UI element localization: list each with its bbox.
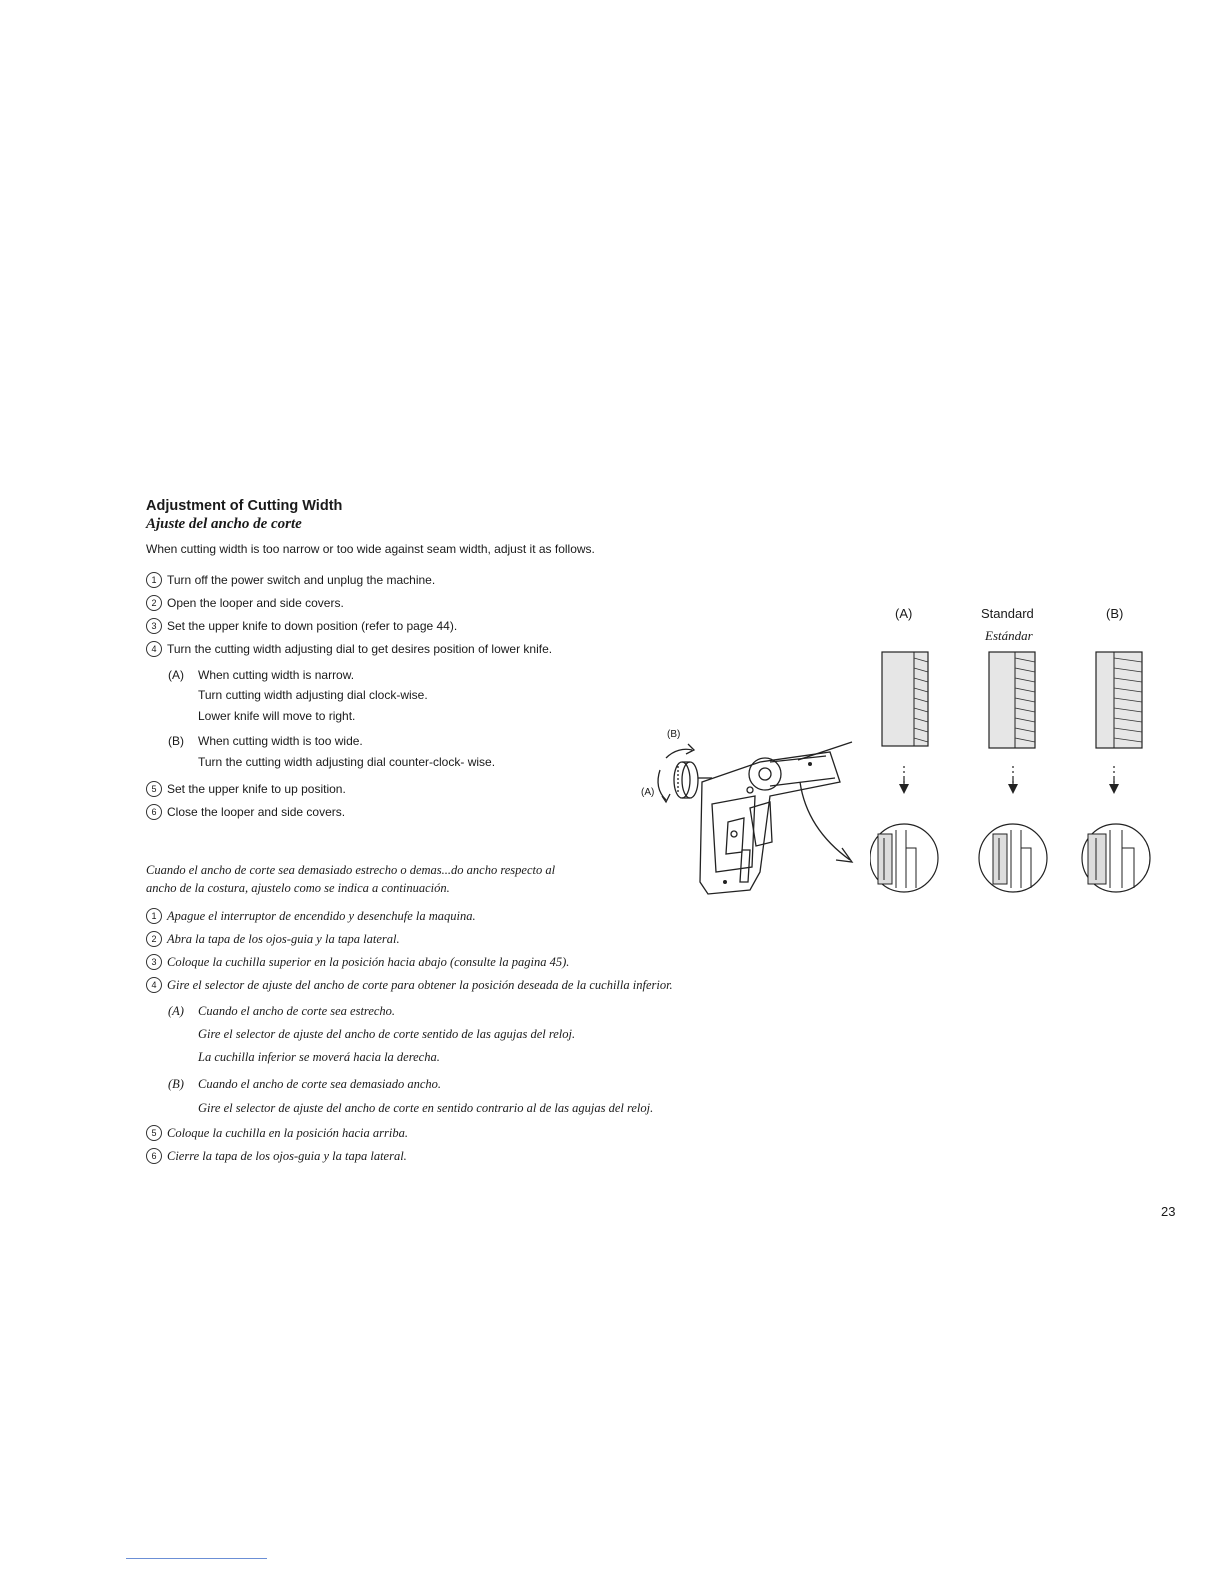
step-4-spanish <box>146 977 673 993</box>
intro-text-spanish: Cuando el ancho de corte sea demasiado estrecho o demas...do ancho respecto al <box>146 863 556 877</box>
step-number: 3 <box>146 954 162 970</box>
step-text: Turn the cutting width adjusting dial to get desires position of lower knife. <box>167 642 553 656</box>
step-text: Cierre la tapa de los ojos-guia y la tapa lateral. <box>167 1149 407 1163</box>
step-text: Apague el interruptor de encendido y desenchufe la maquina. <box>167 909 476 923</box>
sub-step-a-line2: Turn cutting width adjusting dial clock-wise. <box>198 688 428 702</box>
step-number: 4 <box>146 641 162 657</box>
page-title: Adjustment of Cutting Width <box>146 498 343 514</box>
seam-diagram-standard <box>975 648 1055 908</box>
intro-text-spanish-line2: ancho de la costura, ajustelo como se indica a continuación. <box>146 881 450 895</box>
step-3 <box>146 618 457 634</box>
step-number: 2 <box>146 595 162 611</box>
sub-step-a-spanish-line3: La cuchilla inferior se moverá hacia la derecha. <box>198 1050 440 1064</box>
step-number: 1 <box>146 908 162 924</box>
sub-step-label: (B) <box>168 1077 184 1091</box>
step-text: Gire el selector de ajuste del ancho de corte para obtener la posición deseada de la cuchilla inferior. <box>167 978 673 992</box>
step-1-spanish <box>146 908 476 924</box>
step-4 <box>146 641 552 657</box>
step-number: 2 <box>146 931 162 947</box>
sub-step-a-line3: Lower knife will move to right. <box>198 709 356 723</box>
sub-step-label: (B) <box>168 734 184 748</box>
sub-step-a-spanish-line2: Gire el selector de ajuste del ancho de corte sentido de las agujas del reloj. <box>198 1027 576 1041</box>
step-number: 4 <box>146 977 162 993</box>
sub-step-a <box>168 668 354 682</box>
step-number: 6 <box>146 804 162 820</box>
step-number: 5 <box>146 1125 162 1141</box>
step-number: 1 <box>146 572 162 588</box>
step-2-spanish <box>146 931 400 947</box>
sub-step-b-spanish-line2: Gire el selector de ajuste del ancho de corte en sentido contrario al de las agujas del reloj. <box>198 1101 654 1115</box>
step-6-spanish <box>146 1148 407 1164</box>
step-text: Coloque la cuchilla superior en la posición hacia abajo (consulte la pagina 45). <box>167 955 570 969</box>
step-3-spanish <box>146 954 569 970</box>
sub-step-line: When cutting width is narrow. <box>198 668 355 682</box>
step-text: Coloque la cuchilla en la posición hacia arriba. <box>167 1126 408 1140</box>
step-number: 5 <box>146 781 162 797</box>
step-text: Open the looper and side covers. <box>167 596 344 610</box>
column-label-standard: Standard <box>981 606 1034 621</box>
page-number: 23 <box>1161 1204 1176 1219</box>
sub-step-a-spanish <box>168 1004 395 1019</box>
step-number: 6 <box>146 1148 162 1164</box>
column-label-b: (B) <box>1106 606 1124 621</box>
sub-step-b-spanish <box>168 1077 441 1092</box>
sub-step-line: Cuando el ancho de corte sea estrecho. <box>198 1004 396 1018</box>
sub-step-b-line2: Turn the cutting width adjusting dial counter-clock- wise. <box>198 755 496 769</box>
step-5 <box>146 781 346 797</box>
sub-step-label: (A) <box>168 668 184 682</box>
column-label-standard-spanish: Estándar <box>985 628 1033 643</box>
step-text: Set the upper knife to up position. <box>167 782 346 796</box>
sub-step-line: Cuando el ancho de corte sea demasiado ancho. <box>198 1077 442 1091</box>
seam-diagram-a <box>870 648 950 908</box>
step-number: 3 <box>146 618 162 634</box>
step-5-spanish <box>146 1125 408 1141</box>
column-label-a: (A) <box>895 606 913 621</box>
step-text: Set the upper knife to down position (refer to page 44). <box>167 619 458 633</box>
dial-label-b: (B) <box>667 729 681 740</box>
step-text: Close the looper and side covers. <box>167 805 346 819</box>
dial-label-a: (A) <box>641 787 655 798</box>
step-1 <box>146 572 435 588</box>
step-6 <box>146 804 345 820</box>
page-title-spanish: Ajuste del ancho de corte <box>146 516 302 532</box>
step-text: Abra la tapa de los ojos-guia y la tapa lateral. <box>167 932 400 946</box>
intro-text: When cutting width is too narrow or too wide against seam width, adjust it as follows. <box>146 542 595 556</box>
footer-divider <box>126 1558 267 1559</box>
sub-step-line: When cutting width is too wide. <box>198 734 363 748</box>
knife-dial-illustration <box>630 722 860 912</box>
seam-diagram-b <box>1080 648 1160 908</box>
sub-step-label: (A) <box>168 1004 184 1018</box>
step-text: Turn off the power switch and unplug the machine. <box>167 573 436 587</box>
step-2 <box>146 595 344 611</box>
sub-step-b <box>168 734 363 748</box>
